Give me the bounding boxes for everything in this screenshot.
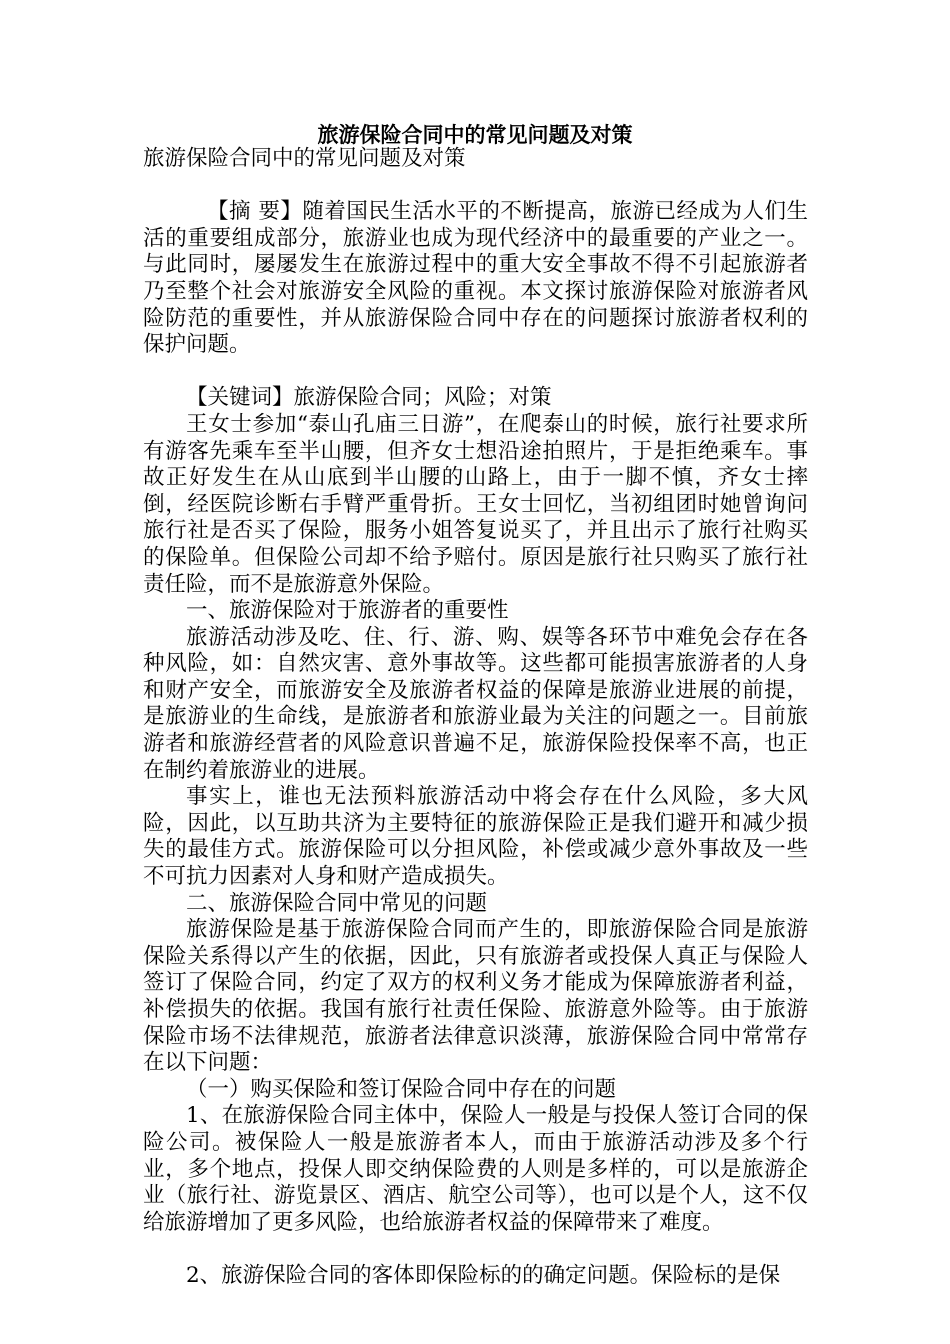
point-1-paragraph: 1、在旅游保险合同主体中，保险人一般是与投保人签订合同的保险公司。被保险人一般是旅游者本人，而由于旅游活动涉及多个行业，多个地点，投保人即交纳保险费的人则是多样的，可以是旅游企业（旅行社、游览景区、酒店、航空公司等），也可以是个人，这不仅给旅游增加了更多风险，也给旅游者权益的保障带来了难度。 <box>143 1103 808 1235</box>
section-2-heading: 二、旅游保险合同中常见的问题 <box>186 890 488 916</box>
section-1-paragraph-2: 事实上，谁也无法预料旅游活动中将会存在什么风险，多大风险，因此，以互助共济为主要特征的旅游保险正是我们避开和减少损失的最佳方式。旅游保险可以分担风险，补偿或减少意外事故及一些不可抗力因素对人身和财产造成损失。 <box>143 784 808 890</box>
blank-line <box>143 359 808 386</box>
point-2-paragraph: 2、旅游保险合同的客体即保险标的的确定问题。保险标的是保 <box>186 1262 781 1288</box>
document-title: 旅游保险合同中的常见问题及对策 <box>317 122 633 147</box>
keywords-line: 【关键词】旅游保险合同；风险；对策 <box>186 385 552 411</box>
document-body <box>143 146 808 1290</box>
section-1-paragraph-1: 旅游活动涉及吃、住、行、游、购、娱等各环节中难免会存在各种风险，如：自然灾害、意外事故等。这些都可能损害旅游者的人身和财产安全，而旅游安全及旅游者权益的保障是旅游业进展的前提，是旅游业的生命线，是旅游者和旅游业最为关注的问题之一。目前旅游者和旅游经营者的风险意识普遍不足，旅游保险投保率不高，也正在制约着旅游业的进展。 <box>143 624 808 783</box>
case-paragraph: 王女士参加“泰山孔庙三日游”，在爬泰山的时候，旅行社要求所有游客先乘车至半山腰，但齐女士想沿途拍照片，于是拒绝乘车。事故正好发生在从山底到半山腰的山路上，由于一脚不慎，齐女士摔倒，经医院诊断右手臂严重骨折。王女士回忆，当初组团时她曾询问旅行社是否买了保险，服务小姐答复说买了，并且出示了旅行社购买的保险单。但保险公司却不给予赔付。原因是旅行社只购买了旅行社责任险，而不是旅游意外保险。 <box>143 411 808 597</box>
subsection-1-heading: （一）购买保险和签订保险合同中存在的问题 <box>186 1076 617 1102</box>
section-1-heading: 一、旅游保险对于旅游者的重要性 <box>186 598 509 624</box>
document-subtitle: 旅游保险合同中的常见问题及对策 <box>143 146 466 171</box>
blank-line <box>143 173 808 200</box>
abstract-paragraph: 【摘 要】随着国民生活水平的不断提高，旅游已经成为人们生活的重要组成部分，旅游业也成为现代经济中的最重要的产业之一。与此同时，屡屡发生在旅游过程中的重大安全事故不得不引起旅游者乃至整个社会对旅游安全风险的重视。本文探讨旅游保险对旅游者风险防范的重要性，并从旅游保险合同中存在的问题探讨旅游者权利的保护问题。 <box>143 199 808 358</box>
blank-line <box>143 1236 808 1263</box>
section-2-paragraph-1: 旅游保险是基于旅游保险合同而产生的，即旅游保险合同是旅游保险关系得以产生的依据，因此，只有旅游者或投保人真正与保险人签订了保险合同，约定了双方的权利义务才能成为保障旅游者利益，补偿损失的依据。我国有旅行社责任保险、旅游意外险等。由于旅游保险市场不法律规范，旅游者法律意识淡薄，旅游保险合同中常常存在以下问题： <box>143 917 808 1076</box>
